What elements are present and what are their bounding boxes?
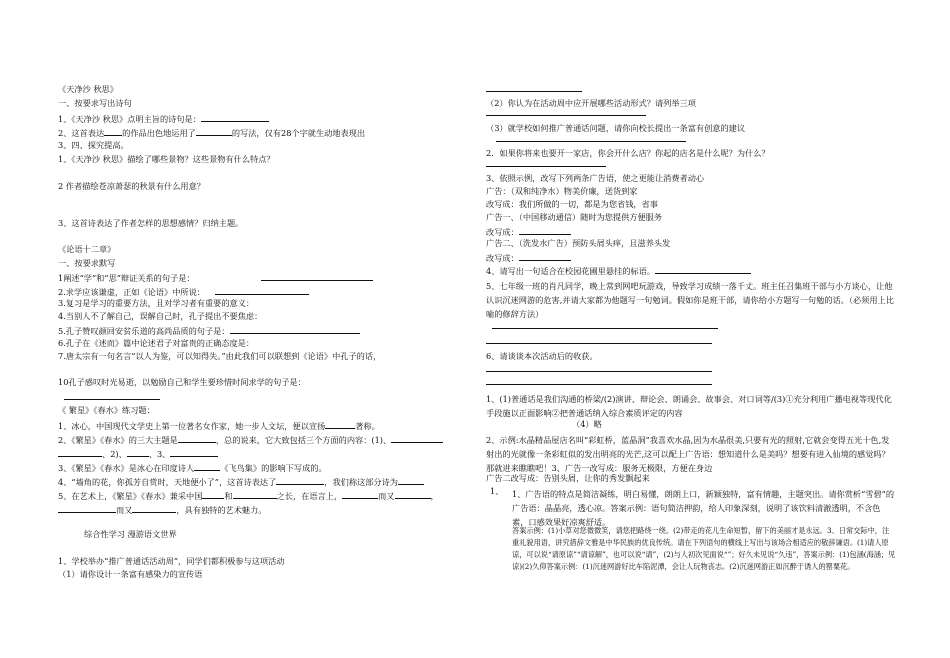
exercise-q5-cont: 而又 ，具有独特的艺术魅力。 bbox=[58, 504, 266, 514]
question-3: 3、四、探究提高。 bbox=[58, 140, 129, 150]
answer-3: 1、广告语的特点是简洁凝练，明白易懂，朗朗上口，新颖独特，富有情趣，主题突出。请你赏析“雪碧”的广告语：晶晶亮，透心凉。答案示例：语句简洁押韵，给人印象深刻，说明了该饮料清澈透明，不含色素，口感效果好凉爽舒适。 bbox=[512, 489, 895, 527]
ad-two-rewrite: 改写成： bbox=[486, 252, 571, 262]
slogan-question: 4、请写出一句适合在校园花圃里悬挂的标语。 bbox=[486, 265, 751, 275]
answer-3-number: 1、 bbox=[490, 486, 504, 496]
activity-q1a: （1）请你设计一条富有感染力的宣传语 bbox=[58, 569, 203, 579]
answer-1: 1、(1)普通话是我们沟通的桥梁/(2)演讲、辩论会、朗诵会、故事会、对口词等/(3)①充分利用广播电视等现代化手段施以正面影响②把普通话纳入综合素质评定的内容 bbox=[486, 394, 892, 418]
question-6: 3、这首诗表达了作者怎样的思想感情？归纳主题。 bbox=[58, 218, 244, 228]
shop-question: 2．如果你将来也要开一家店，你会开什么店？你起的店名是什么呢？为什么？ bbox=[486, 148, 770, 158]
answer-blank[interactable] bbox=[127, 448, 149, 457]
ad-one: 广告一、（中国移动通信）随时为您提供方便服务 bbox=[486, 212, 663, 222]
answer-blank[interactable] bbox=[486, 343, 712, 344]
exercise-title: 《 繁星》《春水》练习题： bbox=[58, 405, 155, 415]
activity-q2: （2）你认为在活动周中应开展哪些活动形式？请列举三项 bbox=[486, 98, 696, 108]
ad-two: 广告二、（洗发水广告）预防头屑头痒，且滋养头发 bbox=[486, 238, 671, 248]
answer-blank[interactable] bbox=[196, 127, 232, 136]
lunyu-q6: 6.孔子在《述而》篇中论述君子对富贵的正确态度是： bbox=[58, 338, 255, 348]
question-5: 2 作者描绘苍凉萧瑟的秋景有什么用意？ bbox=[58, 181, 205, 191]
answer-blank[interactable] bbox=[170, 448, 218, 457]
answer-blank[interactable] bbox=[486, 166, 606, 167]
answer-blank[interactable] bbox=[194, 462, 220, 471]
lunyu-q3: 3.复习是学习的重要方法，且对学习者有重要的意义： bbox=[58, 298, 255, 308]
section-heading: 综合性学习 漫游语文世界 bbox=[84, 529, 177, 539]
answer-blank[interactable] bbox=[178, 434, 216, 443]
answer-blank[interactable] bbox=[215, 286, 309, 295]
answer-blank[interactable] bbox=[486, 371, 712, 372]
answer-blank[interactable] bbox=[655, 265, 751, 274]
answer-blank[interactable] bbox=[64, 399, 160, 400]
answer-1-note: （4）略 bbox=[572, 419, 602, 429]
section-heading: 一、按要求写出诗句 bbox=[58, 98, 132, 108]
exercise-q4: 4、“墙角的花，你孤芳自赏时，天地便小了”，这首诗表达了 ，我们称这部分诗为 bbox=[58, 476, 424, 486]
lunyu-q4: 4.当别人不了解自己，误解自己时，孔子提出不要焦虑： bbox=[58, 311, 263, 321]
lunyu-q5: 5.孔子赞叹颜回安贫乐道的高尚品质的句子是： bbox=[58, 325, 360, 335]
answer-blank[interactable] bbox=[395, 490, 431, 499]
encouragement-question: 5、七年级一班的肖凡同学，晚上常到网吧玩游戏，导致学习成绩一落千丈。班主任召集班干部与小方谈心，让他认识沉迷网游的危害,并请大家都为他题写一句勉词。假如你是班干部，请你给小方题写一句勉的话。（必须用上比喻的修辞方法） bbox=[486, 281, 894, 319]
answer-blank[interactable] bbox=[201, 113, 269, 122]
answer-blank[interactable] bbox=[486, 115, 646, 116]
reflection-question: 6、请谈谈本次活动后的收获。 bbox=[486, 351, 598, 361]
answer-blank[interactable] bbox=[496, 141, 686, 142]
section-heading: 一、按要求默写 bbox=[58, 258, 116, 268]
answer-3-examples: 答案示例：(1)小草对您微微笑，请您把路绕一绕。(2)带走的花儿生命短暂，留下的美丽才是永远。3、日常交际中，注重礼貌用语，讲究措辞文雅是中华民族的优良传统。请在下列语句的横线上写出与该场合相适应的敬辞谦语。(1)请人原谅，可以说“请原谅”“请谅解”，也可以说“请”，(2)与人初次见面说“”；好久未见说“久违”，答案示例：(1)包涵(海涵；见谅)(2)久仰答案示例：(1)沉迷网游好比车陷泥潭，会让人玩物丧志。(2)沉迷网游正如沉醉于诱人的罂粟花。 bbox=[512, 526, 896, 571]
answer-blank[interactable] bbox=[519, 252, 571, 261]
poem-title: 《天净沙 秋思》 bbox=[58, 84, 118, 94]
answer-blank[interactable] bbox=[58, 504, 116, 513]
ad-one-rewrite: 改写成： bbox=[486, 226, 571, 236]
lunyu-q1: 1阐述“学”和“思”辩证关系的句子是： bbox=[58, 272, 373, 282]
question-1: 1、《天净沙 秋思》点明主旨的诗句是： bbox=[58, 113, 269, 123]
answer-2-cont: 广告二改写成：告别头屑，让你的秀发飘起来 bbox=[486, 473, 650, 483]
activity-q1: 1、学校举办“推广普通话活动周”，同学们都积极参与这项活动 bbox=[58, 556, 285, 566]
answer-blank[interactable] bbox=[104, 127, 122, 136]
answer-blank[interactable] bbox=[58, 448, 102, 457]
lunyu-title: 《论语十二章》 bbox=[58, 244, 116, 254]
lunyu-q2: 2.求学应该谦虚，正如《论语》中所说： bbox=[58, 286, 309, 296]
answer-blank[interactable] bbox=[325, 420, 355, 429]
answer-blank[interactable] bbox=[132, 504, 176, 513]
exercise-q1: 1、冰心，中国现代文学史上第一位著名女作家，她一步人文坛，便以宣扬 著称。 bbox=[58, 421, 380, 431]
answer-blank[interactable] bbox=[261, 272, 373, 281]
lunyu-q7: 7.唐太宗有一句名言“以人为鉴，可以知得失。”由此我们可以联想到《论语》中孔子的话， bbox=[58, 351, 382, 361]
answer-2: 2、示例:水晶精品屋店名叫“彩虹桥，蓝晶洞”我喜欢水晶,因为水晶很美,只要有光的照射,它就会变得五光十色,发射出的光就像一条彩虹似的发出明亮的光芒,这可以配上广告语：想知道什么是美吗？想要有进入仙境的感觉吗？那就进来瞧瞧吧！3、广告一改写成：服务无极限，方便在身边 bbox=[486, 435, 890, 473]
exercise-q2: 2、《繁星》《春水》的三大主题是 ，总的说来，它大致包括三个方面的内容：(1)、 bbox=[58, 434, 443, 444]
answer-blank[interactable] bbox=[233, 490, 277, 499]
lunyu-q10: 10孔子感叹时光易逝，以勉励自己和学生要珍惜时间求学的句子是： bbox=[58, 377, 306, 387]
answer-blank[interactable] bbox=[342, 490, 378, 499]
answer-blank[interactable] bbox=[230, 325, 360, 334]
ad-question: 3、依照示例，改写下列两条广告语，使之更能让消费者动心 bbox=[486, 173, 705, 183]
question-2: 2、这首表达 的作品出色地运用了 的写法，仅有28个字就生动地表现出 bbox=[58, 128, 366, 138]
answer-blank[interactable] bbox=[398, 476, 424, 485]
answer-blank[interactable] bbox=[519, 226, 571, 235]
answer-blank[interactable] bbox=[202, 490, 224, 499]
answer-blank[interactable] bbox=[492, 328, 718, 329]
exercise-q5: 5、在艺术上，《繁星》《春水》兼采中国 和 之长，在语言上， 而又 ， bbox=[58, 491, 439, 501]
question-4: 1、《天净沙 秋思》描绘了哪些景物？这些景物有什么特点？ bbox=[58, 154, 275, 164]
ad-example-rewrite: 改写成：我们所做的一切，都是为您省钱，省事 bbox=[486, 199, 658, 209]
exercise-q2-cont: 、2)、 、3、 bbox=[58, 448, 218, 458]
exercise-q3: 3、《繁星》《春水》是冰心在印度诗人 《飞鸟集》的影响下写成的。 bbox=[58, 463, 327, 473]
activity-q3: （3）就学校如何推广普通话问题，请你向校长提出一条富有创意的建议 bbox=[486, 123, 746, 133]
answer-blank[interactable] bbox=[486, 384, 712, 385]
answer-blank[interactable] bbox=[276, 476, 324, 485]
ad-example: 广告：（双和纯净水）物美价廉，送货到家 bbox=[486, 186, 638, 196]
answer-blank[interactable] bbox=[391, 434, 443, 443]
answer-blank[interactable] bbox=[486, 91, 582, 92]
